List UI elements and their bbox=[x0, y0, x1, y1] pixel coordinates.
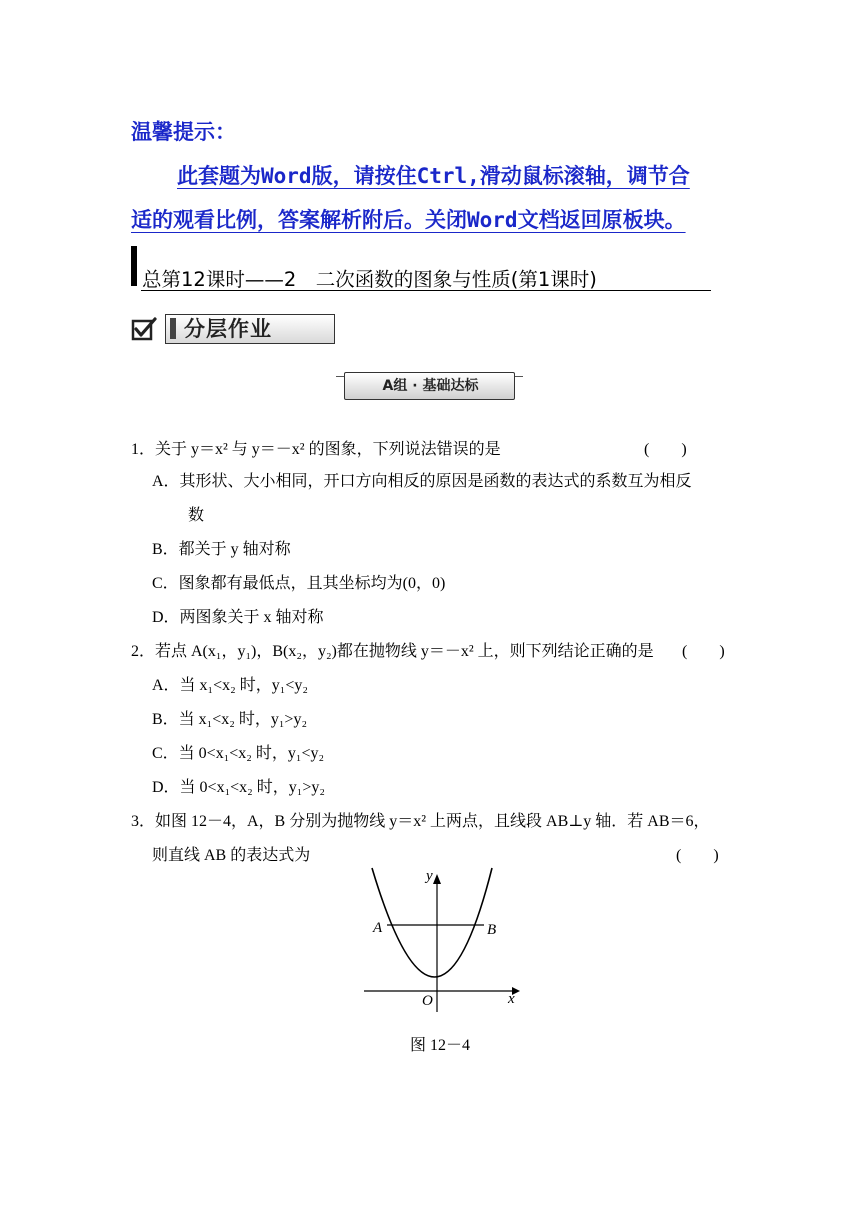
section-label: 分层作业 bbox=[184, 317, 272, 341]
notice-line-2: 适的观看比例，答案解析附后。关闭Word文档返回原板块。 bbox=[131, 208, 686, 232]
question-3-answer-paren: ( ) bbox=[676, 847, 719, 864]
group-badge bbox=[336, 372, 523, 402]
title-marker-bar bbox=[131, 246, 137, 286]
parabola-curve bbox=[372, 868, 492, 977]
question-3-stem-line-1: 3．如图 12－4，A，B 分别为抛物线 y＝x² 上两点，且线段 AB⊥y 轴．若 AB＝6， bbox=[131, 813, 710, 830]
question-1-stem: 1．关于 y＝x² 与 y＝－x² 的图象，下列说法错误的是 bbox=[131, 441, 501, 458]
lesson-title: 总第12课时——2 二次函数的图象与性质(第1课时) bbox=[142, 268, 597, 291]
question-2-option-d: D．当 0<x₁<x₂ 时，y₁>y₂ bbox=[152, 779, 325, 796]
question-3-stem-line-2: 则直线 AB 的表达式为 bbox=[152, 847, 311, 864]
question-2-option-a: A．当 x₁<x₂ 时，y₁<y₂ bbox=[152, 677, 308, 694]
section-header-bar bbox=[170, 318, 176, 339]
question-2-option-c: C．当 0<x₁<x₂ 时，y₁<y₂ bbox=[152, 745, 325, 762]
checkbox-icon bbox=[131, 316, 157, 342]
question-1-answer-paren: ( ) bbox=[644, 441, 687, 458]
label-a: A bbox=[373, 920, 383, 936]
group-badge-box bbox=[344, 372, 515, 400]
question-1-option-a: A．其形状、大小相同，开口方向相反的原因是函数的表达式的系数互为相反 bbox=[152, 473, 692, 490]
question-2-stem: 2．若点 A(x₁，y₁)，B(x₂，y₂)都在抛物线 y＝－x² 上，则下列结论正确的是 bbox=[131, 643, 654, 660]
group-label: A组 · 基础达标 bbox=[382, 378, 479, 394]
notice-line-1: 此套题为Word版，请按住Ctrl,滑动鼠标滚轴，调节合 bbox=[177, 164, 690, 188]
label-b: B bbox=[487, 922, 497, 938]
question-1-option-c: C．图象都有最低点，且其坐标均为(0，0) bbox=[152, 575, 446, 592]
question-1-option-b: B．都关于 y 轴对称 bbox=[152, 541, 291, 558]
label-o: O bbox=[422, 993, 433, 1009]
question-1-option-d: D．两图象关于 x 轴对称 bbox=[152, 609, 324, 626]
question-2-option-b: B．当 x₁<x₂ 时，y₁>y₂ bbox=[152, 711, 308, 728]
question-1-option-a-cont: 数 bbox=[188, 507, 205, 524]
parabola-figure bbox=[360, 866, 530, 1018]
notice-heading: 温馨提示： bbox=[131, 120, 236, 144]
label-x: x bbox=[508, 991, 515, 1007]
figure-caption: 图 12－4 bbox=[410, 1037, 471, 1054]
section-header bbox=[165, 314, 335, 344]
question-2-answer-paren: ( ) bbox=[682, 643, 725, 660]
y-axis-arrow bbox=[433, 874, 441, 884]
label-y: y bbox=[426, 868, 433, 884]
